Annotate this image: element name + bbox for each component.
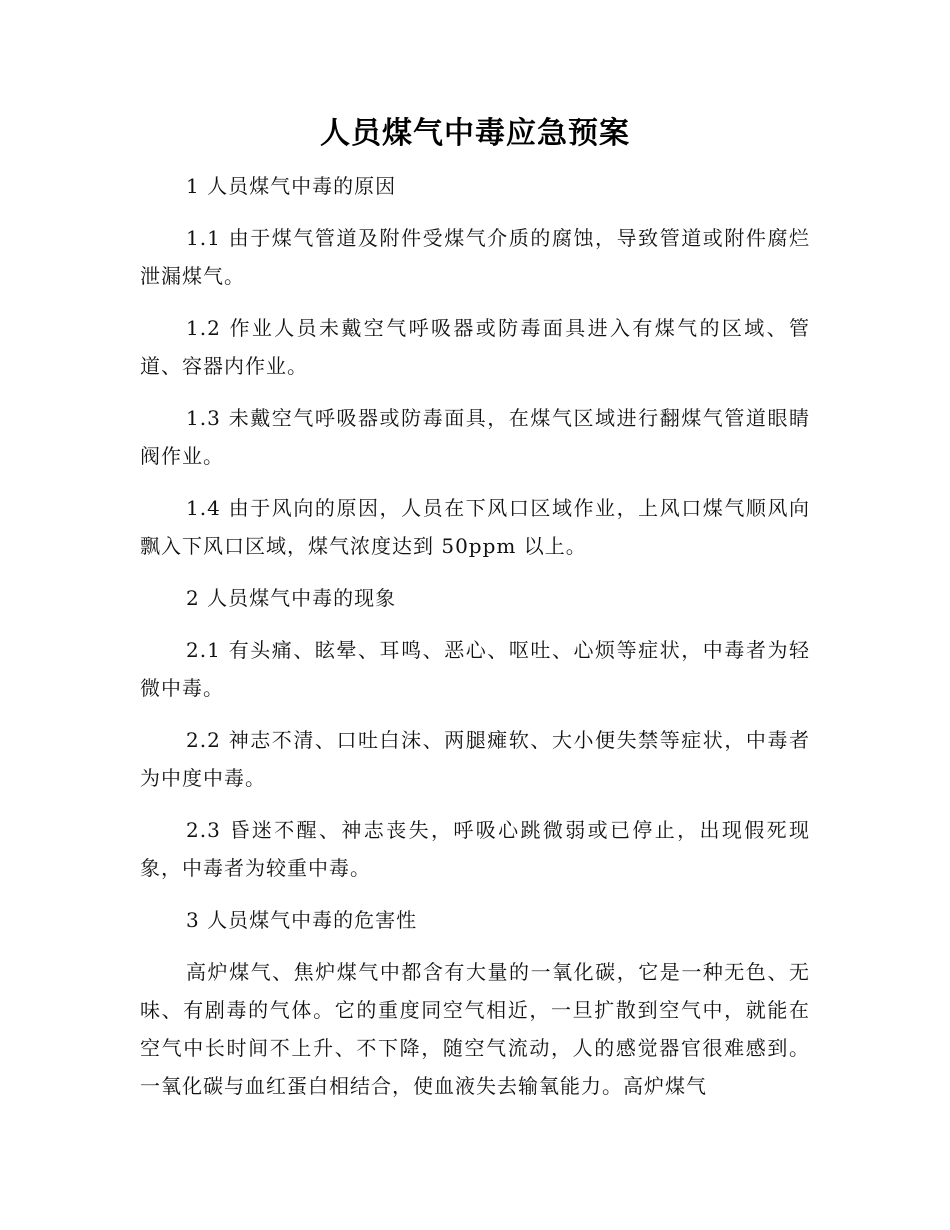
- section-heading-hazards: 3 人员煤气中毒的危害性: [186, 908, 418, 932]
- document-title: 人员煤气中毒应急预案: [320, 116, 630, 151]
- paragraph-symptom-2-1: 2.1 有头痛、眩晕、耳鸣、恶心、呕吐、心烦等症状，中毒者为轻微中毒。: [140, 638, 810, 700]
- paragraph-symptom-2-2: 2.2 神志不清、口吐白沫、两腿瘫软、大小便失禁等症状，中毒者为中度中毒。: [140, 728, 810, 790]
- paragraph-hazards: 高炉煤气、焦炉煤气中都含有大量的一氧化碳，它是一种无色、无味、有剧毒的气体。它的重度同空气相近，一旦扩散到空气中，就能在空气中长时间不上升、不下降，随空气流动，人的感觉器官很难感到。一氧化碳与血红蛋白相结合，使血液失去输氧能力。高炉煤气: [140, 960, 810, 1098]
- section-heading-causes: 1 人员煤气中毒的原因: [186, 174, 397, 198]
- section-heading-symptoms: 2 人员煤气中毒的现象: [186, 586, 397, 610]
- paragraph-cause-1-1: 1.1 由于煤气管道及附件受煤气介质的腐蚀，导致管道或附件腐烂泄漏煤气。: [140, 226, 810, 288]
- paragraph-cause-1-4: 1.4 由于风向的原因，人员在下风口区域作业，上风口煤气顺风向飘入下风口区域，煤气浓度达到 50ppm 以上。: [140, 496, 810, 558]
- paragraph-cause-1-3: 1.3 未戴空气呼吸器或防毒面具，在煤气区域进行翻煤气管道眼睛阀作业。: [140, 406, 810, 468]
- document-body: [140, 167, 810, 1119]
- paragraph-cause-1-2: 1.2 作业人员未戴空气呼吸器或防毒面具进入有煤气的区域、管道、容器内作业。: [140, 316, 810, 378]
- paragraph-symptom-2-3: 2.3 昏迷不醒、神志丧失，呼吸心跳微弱或已停止，出现假死现象，中毒者为较重中毒。: [140, 818, 810, 880]
